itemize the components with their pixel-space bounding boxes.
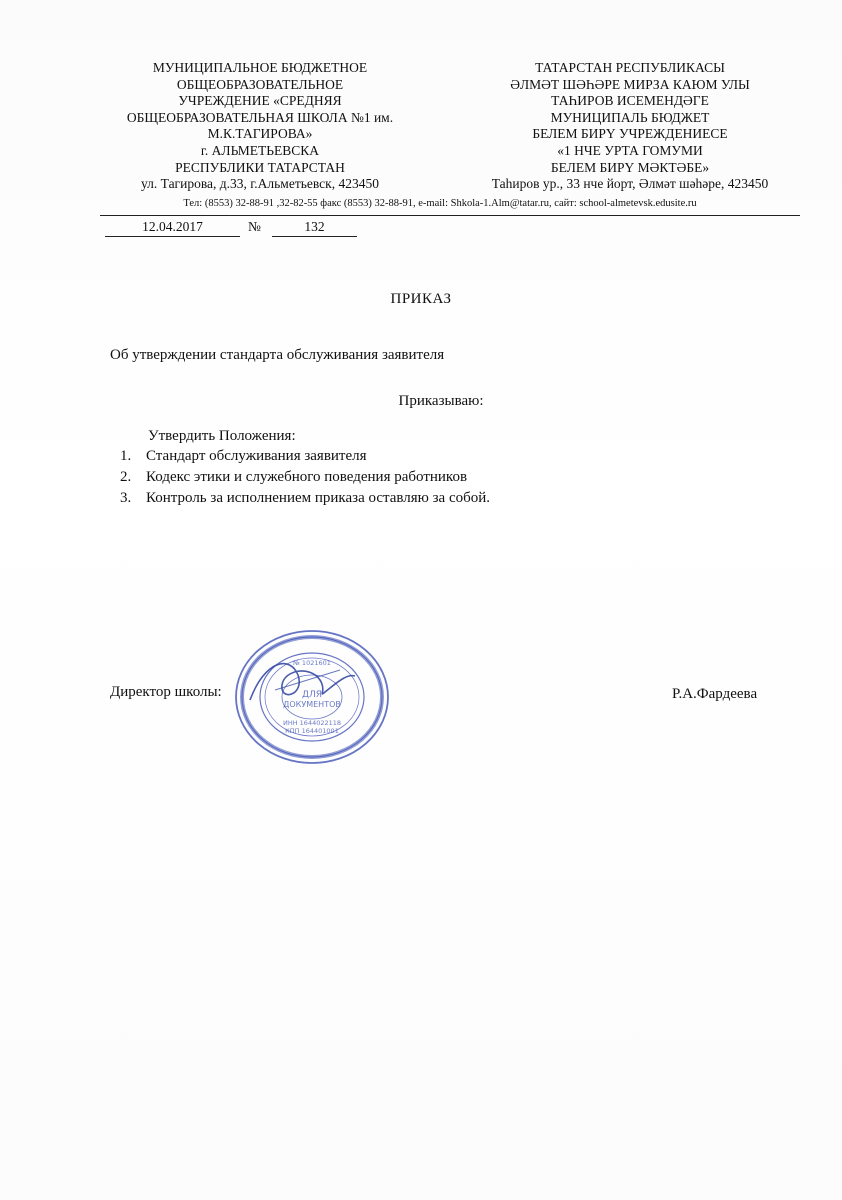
item-text: Контроль за исполнением приказа оставляю за собой.: [146, 490, 491, 506]
header-left-line: М.К.ТАГИРОВА»: [207, 126, 313, 142]
header-left-line: УЧРЕЖДЕНИЕ «СРЕДНЯЯ: [178, 93, 342, 109]
header-left-line: РЕСПУБЛИКИ ТАТАРСТАН: [175, 159, 345, 175]
list-item: [120, 467, 490, 488]
director-signature: [220, 640, 380, 720]
order-date: 12.04.2017: [105, 219, 240, 237]
order-number-label: №: [248, 219, 261, 234]
header-right-line: БЕЛЕМ БИРҮ МӘКТӘБЕ»: [550, 159, 710, 175]
order-word: Приказываю:: [398, 393, 484, 409]
director-name: Р.А.Фардеева: [672, 686, 758, 702]
header-left-line: ОБЩЕОБРАЗОВАТЕЛЬНОЕ: [176, 76, 344, 92]
header-right-line: ӘЛМӘТ ШӘҺӘРЕ МИРЗА КАЮМ УЛЫ: [510, 76, 750, 92]
svg-text:ДОКУМЕНТОВ: ДОКУМЕНТОВ: [283, 700, 341, 709]
item-text: Стандарт обслуживания заявителя: [146, 448, 367, 464]
item-number: 1.: [120, 448, 132, 464]
document-subject: Об утверждении стандарта обслуживания заявителя: [110, 347, 445, 363]
header-russian: [95, 60, 425, 193]
header-right-line: ТАТАРСТАН РЕСПУБЛИКАСЫ: [535, 60, 725, 75]
item-number: 3.: [120, 490, 132, 506]
header-tatar: [460, 60, 800, 193]
contact-line: Тел: (8553) 32-88-91 ,32-82-55 факс (8553) 32-88-91, e-mail: Shkola-1.Alm@tatar.ru, сайт: school-almetevsk.edusite.ru: [183, 198, 697, 209]
header-left-line: МУНИЦИПАЛЬНОЕ БЮДЖЕТНОЕ: [152, 60, 368, 75]
document-title: ПРИКАЗ: [390, 291, 452, 307]
header-right-line: МУНИЦИПАЛЬ БЮДЖЕТ: [550, 109, 710, 125]
header-left-address: ул. Тагирова, д.33, г.Альметьевск, 423450: [141, 176, 379, 192]
approve-intro: Утвердить Положения:: [148, 428, 296, 444]
svg-text:ИНН 1644022118: ИНН 1644022118: [282, 719, 342, 727]
item-number: 2.: [120, 469, 132, 485]
svg-text:№ 1021601: № 1021601: [293, 659, 331, 667]
header-right-line: «1 НЧЕ УРТА ГОМУМИ: [557, 142, 703, 158]
header-right-line: ТАҺИРОВ ИСЕМЕНДӘГЕ: [551, 93, 709, 109]
list-item: [120, 488, 490, 509]
list-item: [120, 446, 490, 467]
order-items: [120, 446, 490, 509]
header-divider: [100, 215, 800, 216]
svg-text:КПП 164401001: КПП 164401001: [285, 727, 339, 735]
header-left-line: г. АЛЬМЕТЬЕВСКА: [200, 142, 320, 158]
header-left-line: ОБЩЕОБРАЗОВАТЕЛЬНАЯ ШКОЛА №1 им.: [126, 109, 394, 125]
header-right-line: БЕЛЕМ БИРҮ УЧРЕЖДЕНИЕСЕ: [532, 126, 728, 142]
header-right-address: Таһиров ур., 33 нче йорт, Әлмәт шәһәре, 423450: [491, 176, 769, 192]
item-text: Кодекс этики и служебного поведения работников: [146, 469, 468, 485]
director-label: Директор школы:: [110, 684, 222, 700]
svg-text:ДЛЯ: ДЛЯ: [301, 690, 323, 700]
order-number: 132: [272, 219, 357, 237]
